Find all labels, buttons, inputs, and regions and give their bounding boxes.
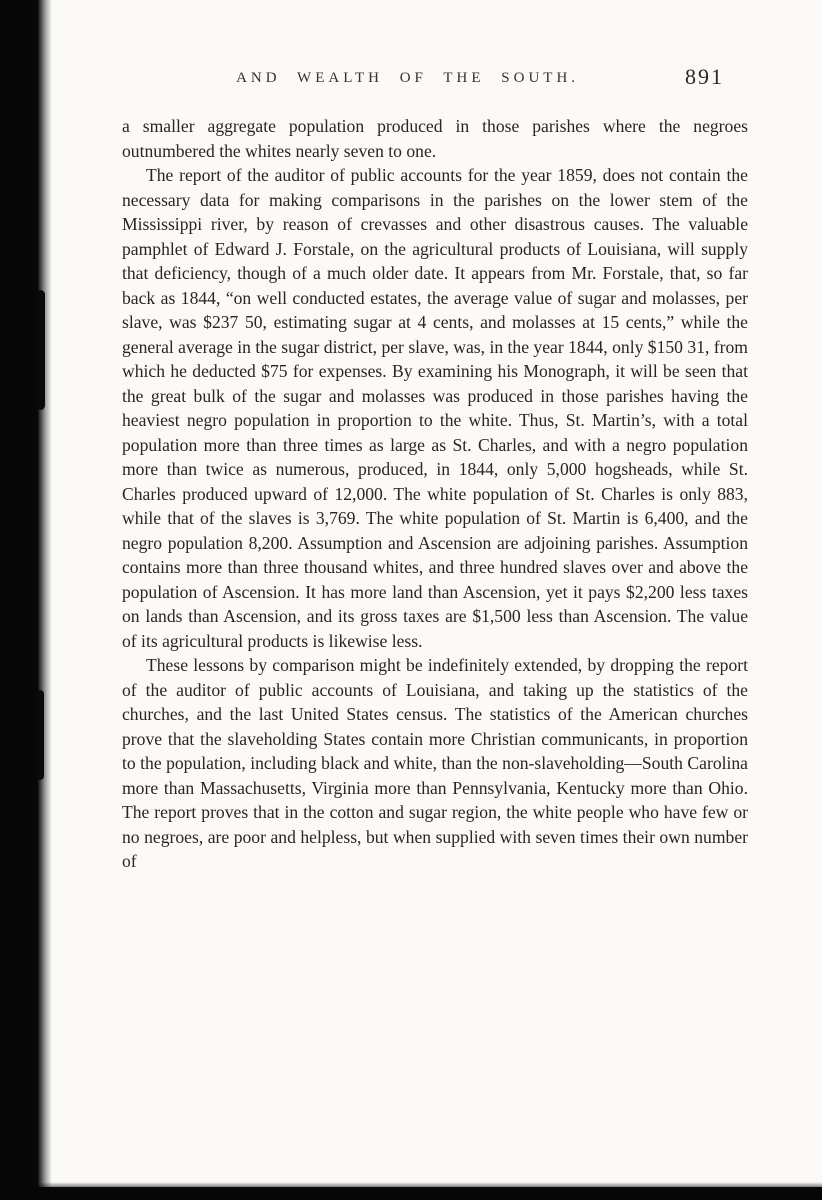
body-text <box>122 114 748 874</box>
paragraph: The report of the auditor of public accounts for the year 1859, does not contain the necessary data for making comparisons in the parishes on the lower stem of the Mississippi river, by reason of crevasses and other disastrous causes. The valuable pamphlet of Edward J. Forstale, on the agricultural products of Louisiana, will supply that deficiency, though of a much older date. It appears from Mr. Forstale, that, so far back as 1844, “on well conducted estates, the average value of sugar and molasses, per slave, was $237 50, estimating sugar at 4 cents, and molasses at 15 cents,” while the general average in the sugar district, per slave, was, in the year 1844, only $150 31, from which he deducted $75 for expenses. By examining his Monograph, it will be seen that the great bulk of the sugar and molasses was produced in those parishes having the heaviest negro population in proportion to the white. Thus, St. Martin’s, with a total population more than three times as large as St. Charles, and with a negro population more than twice as numerous, produced, in 1844, only 5,000 hogsheads, while St. Charles produced upward of 12,000. The white population of St. Charles is only 883, while that of the slaves is 3,769. The white population of St. Martin is 6,400, and the negro population 8,200. Assumption and Ascension are adjoining parishes. Assumption contains more than three thousand whites, and three hundred slaves over and above the population of Ascension. It has more land than Ascension, yet it pays $2,200 less taxes on lands than Ascension, and its gross taxes are $1,500 less than Ascension. The value of its agricultural products is likewise less. <box>122 165 748 651</box>
scan-artifact <box>36 690 44 780</box>
page-content <box>122 64 748 874</box>
paragraph-continuation: a smaller aggregate population produced in those parishes where the negroes outnumbered the whites nearly seven to one. <box>122 116 748 161</box>
paragraph: These lessons by comparison might be indefinitely extended, by dropping the report of the auditor of public accounts of Louisiana, and taking up the statistics of the churches, and the last United States census. The statistics of the American churches prove that the slaveholding States contain more Christian communicants, in proportion to the population, including black and white, than the non-slaveholding—South Carolina more than Massachusetts, Virginia more than Pennsylvania, Kentucky more than Ohio. The report proves that in the cotton and sugar region, the white people who have few or no negroes, are poor and helpless, but when supplied with seven times their own number of <box>122 655 748 871</box>
bottom-scan-edge <box>0 1187 822 1200</box>
binding-shadow-edge <box>38 0 52 1200</box>
page-number: 891 <box>685 64 724 89</box>
page-header <box>122 64 748 98</box>
binding-shadow <box>0 0 38 1200</box>
scan-artifact <box>36 290 45 410</box>
running-title: AND WEALTH OF THE SOUTH. <box>236 70 580 86</box>
